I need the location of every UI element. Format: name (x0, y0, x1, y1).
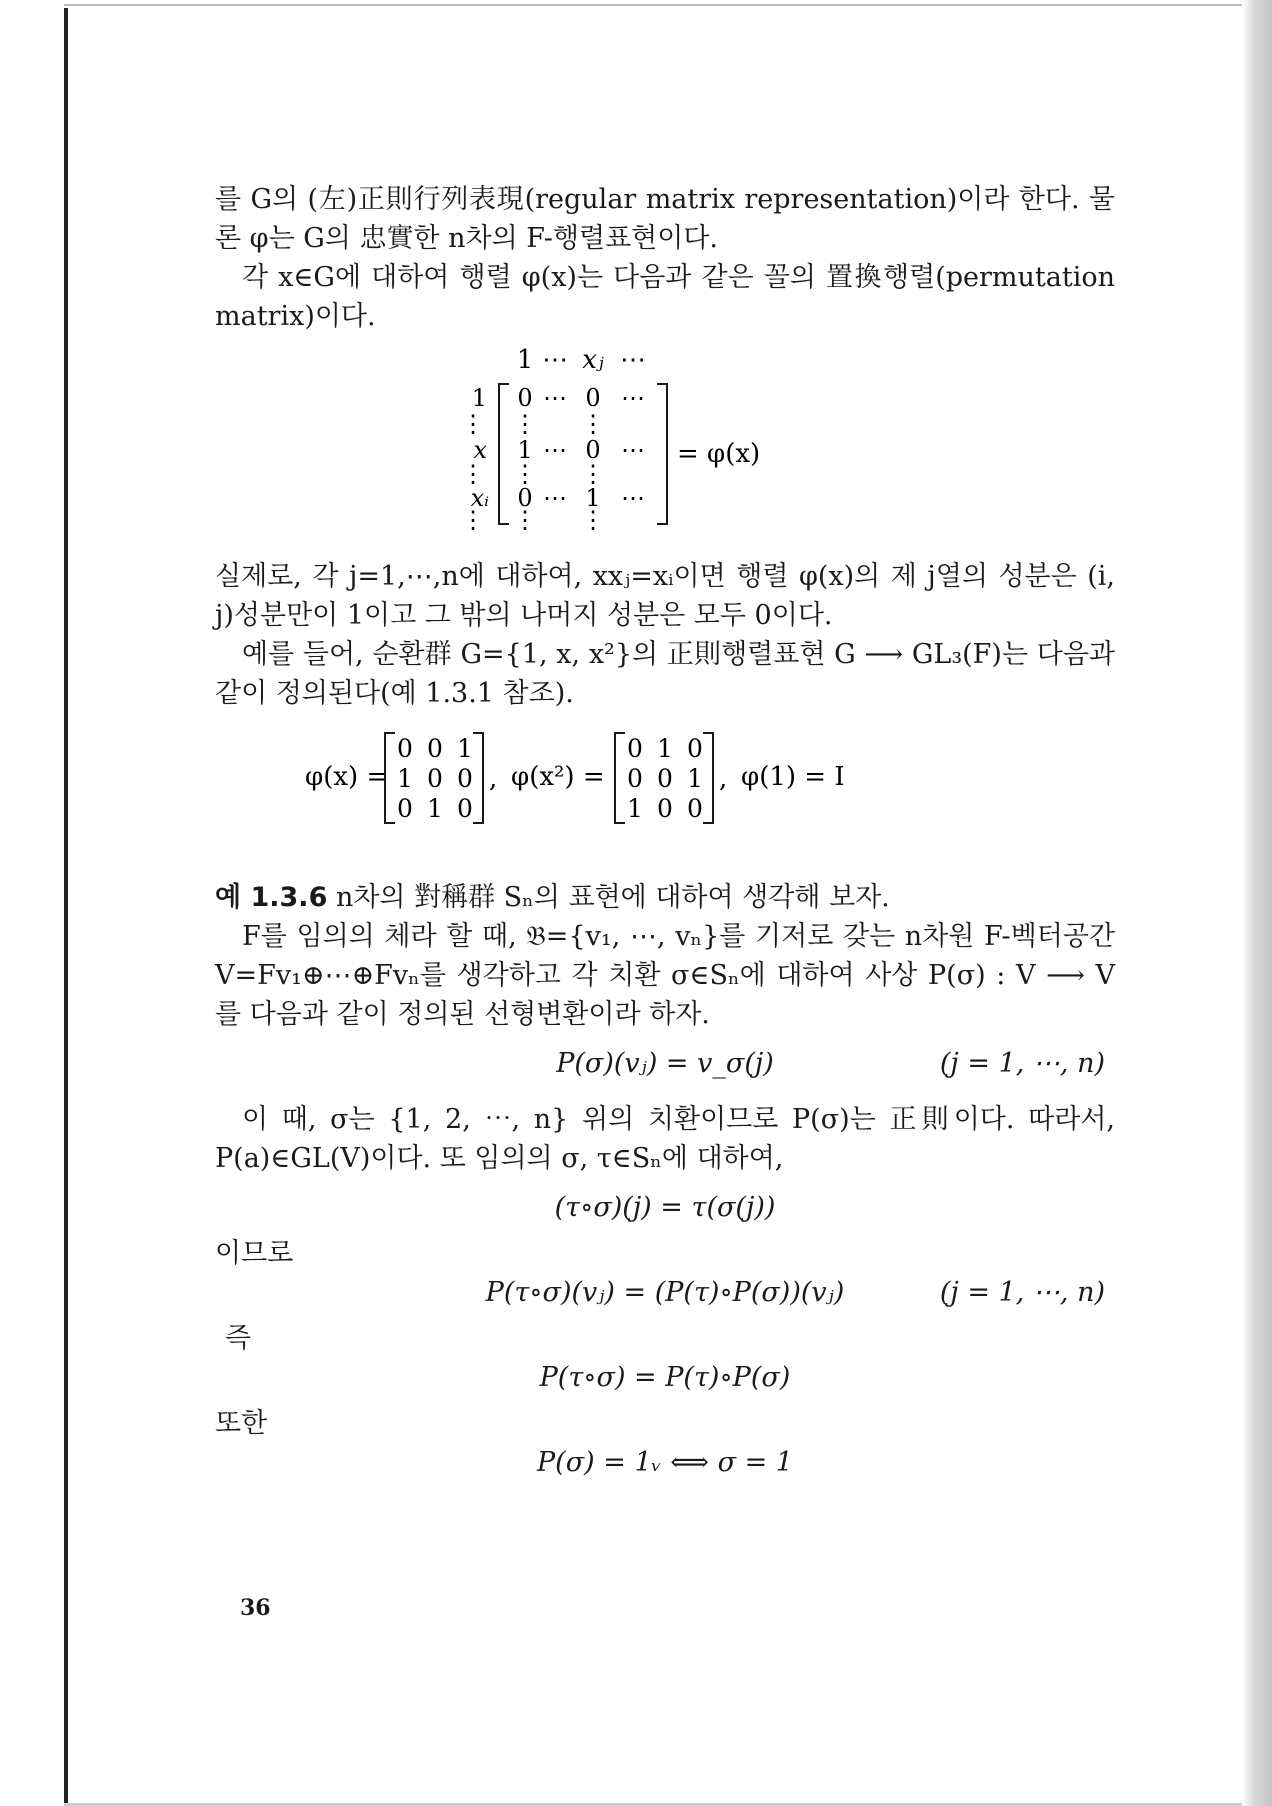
page-shadow-right (1242, 0, 1272, 1806)
row-label-1: 1 (471, 384, 487, 412)
equation-row-3 (215, 1273, 1115, 1319)
page-edge-left (64, 8, 68, 1806)
m1-r1-c2: 0 (457, 764, 473, 793)
m2-r1-c0: 0 (627, 764, 643, 793)
matrix-phi-x2-lhs: φ(x²) = (511, 762, 605, 792)
paragraph-cyclic-group: 예를 들어, 순환群 G={1, x, x²}의 正則행렬표현 G ⟶ GL₃(F)는 다음과 같이 정의된다(예 1.3.1 참조). (215, 639, 1115, 709)
cell-r0-c2: 0 (585, 384, 601, 412)
matrix-col-header-dots: ⋯ (542, 346, 568, 375)
equation-faithful: P(σ) = 1ᵥ ⟺ σ = 1 (537, 1447, 793, 1478)
matrix-cells (513, 384, 645, 534)
m2-r0-c1: 1 (657, 734, 673, 763)
m1-r1-c1: 0 (427, 764, 443, 793)
cell-r0-c1: ⋯ (543, 384, 567, 412)
cell-r2-c3: ⋯ (621, 436, 645, 464)
equation-row-5 (215, 1443, 1115, 1489)
equation-3-range: (j = 1, ⋯, n) (939, 1277, 1105, 1308)
equation-row-4 (215, 1358, 1115, 1404)
row-label-vdots-2: ⋮ (461, 460, 485, 488)
label-jeuk: 즉 (225, 1323, 252, 1354)
m1-r2-c1: 1 (427, 794, 443, 823)
example-intro: n차의 對稱群 Sₙ의 표현에 대하여 생각해 보자. (335, 882, 890, 913)
cell-r0-c3: ⋯ (621, 384, 645, 412)
cell-r4-c2: 1 (585, 484, 601, 512)
matrix-sep-2: , (719, 764, 728, 794)
matrix-phi-x-lhs: φ(x) = (305, 762, 389, 792)
page-number: 36 (240, 1595, 271, 1621)
m2-r0-c0: 0 (627, 734, 643, 763)
cell-r3-c2: ⋮ (581, 460, 605, 488)
cell-r2-c0: 1 (517, 436, 533, 464)
paragraph-vector-space: F를 임의의 체라 할 때, 𝔅={v₁, ⋯, vₙ}를 기저로 갖는 n차원 F-벡터공간 V=Fv₁⊕⋯⊕Fvₙ를 생각하고 각 치환 σ∈Sₙ에 대하여 사상 P(σ) : V ⟶ V를 다음과 같이 정의된 선형변환이라 하자. (215, 921, 1115, 1030)
m1-r2-c2: 0 (457, 794, 473, 823)
row-label-xi: xᵢ (470, 484, 489, 512)
m2-left-bracket (615, 733, 625, 823)
cell-r2-c2: 0 (585, 436, 601, 464)
example-heading-paragraph (215, 878, 1115, 917)
label-imeuro: 이므로 (215, 1238, 294, 1269)
paragraph-regular-representation: 를 G의 (左)正則行列表現(regular matrix representation)이라 한다. 물론 φ는 G의 忠實한 n차의 F-행렬표현이다. (215, 184, 1115, 254)
cell-r4-c0: 0 (517, 484, 533, 512)
cell-r1-c0: ⋮ (513, 410, 537, 438)
cell-r5-c2: ⋮ (581, 506, 605, 534)
page-body (215, 180, 1115, 1489)
equation-p-composition-vj: P(τ∘σ)(vⱼ) = (P(τ)∘P(σ))(vⱼ) (485, 1277, 845, 1308)
m1-r0-c1: 0 (427, 734, 443, 763)
cyclic-matrices-figure (215, 723, 1115, 833)
equation-1-range: (j = 1, ⋯, n) (939, 1048, 1105, 1079)
cell-r4-c1: ⋯ (543, 484, 567, 512)
row-label-vdots-3: ⋮ (461, 506, 485, 534)
paragraph-regular-permutation: 이 때, σ는 {1, 2, ⋯, n} 위의 치환이므로 P(σ)는 正則이다. 따라서, P(a)∈GL(V)이다. 또 임의의 σ, τ∈Sₙ에 대하여, (215, 1104, 1115, 1174)
label-ttohan: 또한 (215, 1408, 268, 1439)
equation-row-2 (215, 1188, 1115, 1234)
m2-r2-c1: 0 (657, 794, 673, 823)
m2-r1-c1: 0 (657, 764, 673, 793)
cell-r2-c1: ⋯ (543, 436, 567, 464)
m1-cells (397, 734, 473, 823)
permutation-matrix-figure (215, 346, 1115, 536)
m1-r0-c0: 0 (397, 734, 413, 763)
equation-p-sigma-vj: P(σ)(vⱼ) = v_σ(j) (556, 1048, 774, 1079)
m2-r2-c0: 1 (627, 794, 643, 823)
cell-r3-c0: ⋮ (513, 460, 537, 488)
paragraph-column-entries: 실제로, 각 j=1,⋯,n에 대하여, xxⱼ=xᵢ이면 행렬 φ(x)의 제 j열의 성분은 (i, j)성분만이 1이고 그 밖의 나머지 성분은 모두 0이다. (215, 561, 1115, 631)
m1-r0-c2: 1 (457, 734, 473, 763)
equation-row-1 (215, 1044, 1115, 1090)
matrix-right-bracket (657, 384, 667, 524)
m2-r1-c2: 1 (687, 764, 703, 793)
row-label-vdots-1: ⋮ (461, 410, 485, 438)
matrix-phi-1-identity: φ(1) = I (741, 762, 845, 792)
cell-r4-c3: ⋯ (621, 484, 645, 512)
page-edge-top (64, 4, 1244, 6)
m2-cells (627, 734, 703, 823)
m2-right-bracket (703, 733, 713, 823)
matrix-sep-1: , (489, 764, 498, 794)
cell-r1-c2: ⋮ (581, 410, 605, 438)
matrix-row-labels (461, 384, 489, 534)
matrix-col-header-xj: xⱼ (582, 346, 604, 375)
equation-homomorphism: P(τ∘σ) = P(τ)∘P(σ) (539, 1362, 791, 1393)
example-number: 예 1.3.6 (215, 882, 328, 913)
cell-r5-c0: ⋮ (513, 506, 537, 534)
matrix-col-header-1: 1 (516, 346, 534, 375)
m2-r0-c2: 0 (687, 734, 703, 763)
m1-r2-c0: 0 (397, 794, 413, 823)
matrix-col-header-dots-2: ⋯ (620, 346, 646, 375)
m1-r1-c0: 1 (397, 764, 413, 793)
m2-r2-c2: 0 (687, 794, 703, 823)
cell-r0-c0: 0 (517, 384, 533, 412)
equation-composition: (τ∘σ)(j) = τ(σ(j)) (554, 1192, 776, 1223)
matrix-rhs: = φ(x) (677, 439, 761, 469)
paragraph-permutation-matrix: 각 x∈G에 대하여 행렬 φ(x)는 다음과 같은 꼴의 置換행렬(permutation matrix)이다. (215, 262, 1115, 332)
matrix-left-bracket (499, 384, 509, 524)
row-label-x: x (473, 436, 487, 464)
m1-right-bracket (473, 733, 483, 823)
